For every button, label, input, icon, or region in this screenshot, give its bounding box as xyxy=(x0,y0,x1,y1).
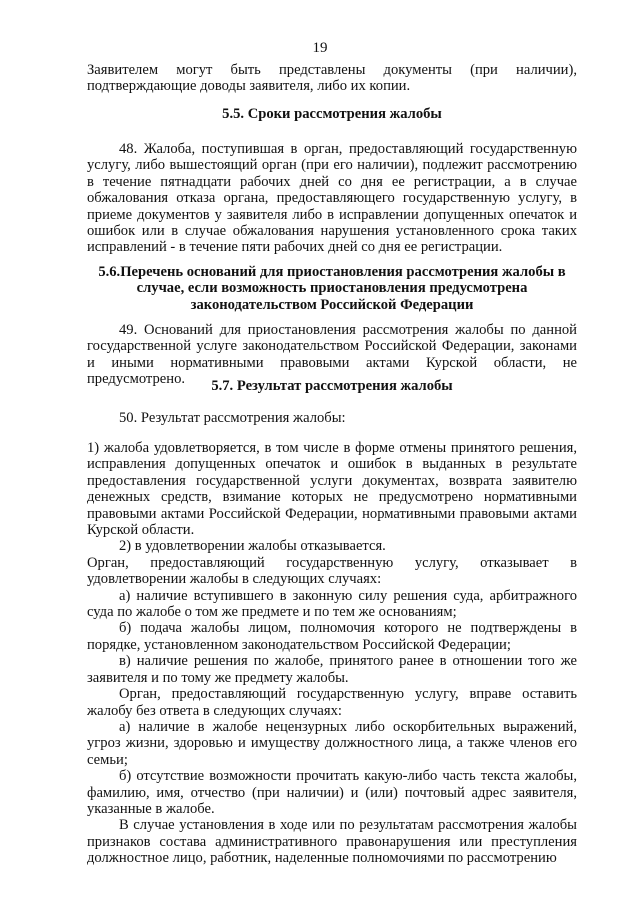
item-50 xyxy=(87,410,577,426)
section-5-7-heading xyxy=(87,378,577,394)
intro-paragraph xyxy=(87,62,577,95)
section-heading: 5.7. Результат рассмотрения жалобы xyxy=(211,378,453,394)
section-5-6-heading xyxy=(87,264,577,313)
section-5-5-body xyxy=(87,141,577,256)
paragraph: 48. Жалоба, поступившая в орган, предоставляющий государственную услугу, либо вышестоящий орган (при его наличии), подлежит рассмотрению в течение пятнадцати рабочих дней со дня ее регистрации, а в случае обжалования отказа органа, предоставляющего государственную услугу, в приеме документов у заявителя либо в исправлении допущенных опечаток и ошибок или в случае обжалования нарушения установленного срока таких исправлений - в течение пяти рабочих дней со дня ее регистрации. xyxy=(87,141,577,256)
paragraph: 49. Оснований для приостановления рассмотрения жалобы по данной государственной услуге законодательством Российской Федерации, законами и иными нормативными правовыми актами Курской области, не предусмотрено. xyxy=(87,322,577,388)
paragraph: а) наличие в жалобе нецензурных либо оскорбительных выражений, угроз жизни, здоровью и имуществу должностного лица, а также членов его семьи; xyxy=(87,718,577,768)
page-number: 19 xyxy=(312,40,328,56)
section-5-7-body xyxy=(87,440,577,867)
paragraph: б) отсутствие возможности прочитать какую-либо часть текста жалобы, фамилию, имя, отчество (при наличии) и (или) почтовый адрес заявителя, указанные в жалобе. xyxy=(87,768,577,817)
paragraph: В случае установления в ходе или по результатам рассмотрения жалобы признаков состава административного правонарушения или преступления должностное лицо, работник, наделенные полномочиями по рассмотрению xyxy=(87,817,577,867)
paragraph: а) наличие вступившего в законную силу решения суда, арбитражного суда по жалобе о том же предмете и по тем же основаниям; xyxy=(87,587,577,621)
paragraph: 2) в удовлетворении жалобы отказывается. xyxy=(119,538,386,555)
section-heading: 5.5. Сроки рассмотрения жалобы xyxy=(222,106,442,122)
paragraph: в) наличие решения по жалобе, принятого ранее в отношении того же заявителя и по тому же предмету жалобы. xyxy=(87,653,577,686)
paragraph: 1) жалоба удовлетворяется, в том числе в форме отмены принятого решения, исправления допущенных опечаток и ошибок в выданных в результате предоставления государственной услуги документах, возврата заявителю денежных средств, взимание которых не предусмотрено нормативными правовыми актами Российской Федерации, нормативными правовыми актами Курской области. xyxy=(87,440,577,539)
paragraph: б) подача жалобы лицом, полномочия которого не подтверждены в порядке, установленном законодательством Российской Федерации; xyxy=(87,620,577,653)
paragraph: Орган, предоставляющий государственную услугу, отказывает в удовлетворении жалобы в следующих случаях: xyxy=(87,554,577,588)
section-heading: 5.6.Перечень оснований для приостановления рассмотрения жалобы в случае, если возможность приостановления предусмотрена законодательством Российской Федерации xyxy=(98,264,566,313)
section-5-5-heading xyxy=(87,106,577,122)
paragraph: 50. Результат рассмотрения жалобы: xyxy=(119,410,346,426)
paragraph: Орган, предоставляющий государственную услугу, вправе оставить жалобу без ответа в следующих случаях: xyxy=(87,686,577,719)
paragraph: Заявителем могут быть представлены документы (при наличии), подтверждающие доводы заявителя, либо их копии. xyxy=(87,62,577,95)
